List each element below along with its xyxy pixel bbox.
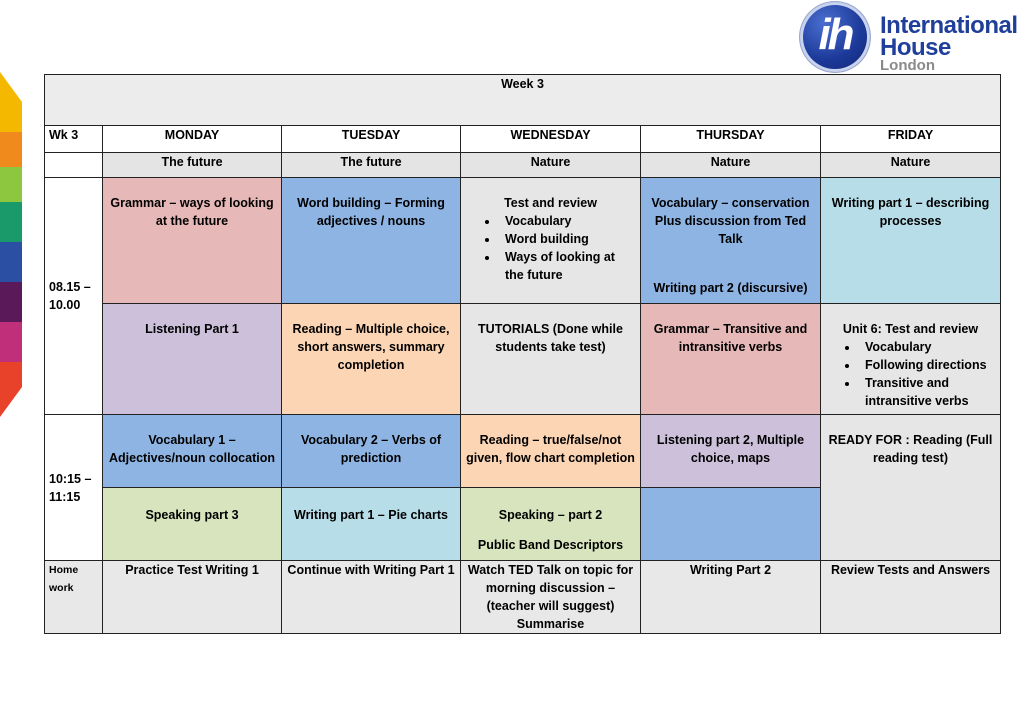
wednesday-test-title: Test and review	[504, 196, 597, 210]
lesson-wednesday-slot1a	[461, 178, 641, 304]
lesson-tuesday-slot2b: Writing part 1 – Pie charts	[282, 488, 461, 561]
lesson-thursday-slot1b: Grammar – Transitive and intransitive verbs	[641, 304, 821, 415]
topic-monday: The future	[103, 153, 282, 178]
day-friday: FRIDAY	[821, 126, 1001, 153]
lesson-wednesday-slot1b: TUTORIALS (Done while students take test)	[461, 304, 641, 415]
logo-emblem-icon: ih	[800, 2, 870, 72]
thursday-writing-note: Writing part 2 (discursive)	[653, 281, 808, 295]
homework-thursday: Writing Part 2	[641, 561, 821, 634]
international-house-logo	[800, 2, 1024, 74]
list-item: • Ways of looking at the future	[499, 248, 636, 284]
logo-text-house: House	[880, 34, 951, 61]
slot1a-row	[45, 178, 1001, 304]
timetable	[44, 74, 1001, 634]
day-tuesday: TUESDAY	[282, 126, 461, 153]
homework-label: Home work	[45, 561, 103, 634]
lesson-monday-slot2a: Vocabulary 1 – Adjectives/noun collocation	[103, 415, 282, 488]
wednesday-band-descriptors-note: Public Band Descriptors	[477, 538, 624, 552]
time-slot-1: 08.15 – 10.00	[45, 178, 103, 415]
lesson-friday-slot2: READY FOR : Reading (Full reading test)	[821, 415, 1001, 561]
topic-row	[45, 153, 1001, 178]
lesson-tuesday-slot1a: Word building – Forming adjectives / nouns	[282, 178, 461, 304]
decorative-color-strip	[0, 72, 28, 417]
lesson-wednesday-slot2b	[461, 488, 641, 561]
topic-tuesday: The future	[282, 153, 461, 178]
wednesday-test-list	[465, 212, 636, 284]
list-item: • Word building	[499, 230, 636, 248]
week-title: Week 3	[45, 75, 1001, 126]
homework-tuesday: Continue with Writing Part 1	[282, 561, 461, 634]
homework-row	[45, 561, 1001, 634]
week-label: Wk 3	[45, 126, 103, 153]
lesson-thursday-slot1a	[641, 178, 821, 304]
lesson-tuesday-slot2a: Vocabulary 2 – Verbs of prediction	[282, 415, 461, 488]
day-header-row	[45, 126, 1001, 153]
wednesday-speaking-text: Speaking – part 2	[498, 508, 603, 522]
lesson-tuesday-slot1b: Reading – Multiple choice, short answers, summary completion	[282, 304, 461, 415]
lesson-monday-slot1b: Listening Part 1	[103, 304, 282, 415]
lesson-thursday-slot2b-empty	[641, 488, 821, 561]
list-item: • Following directions	[859, 356, 996, 374]
lesson-monday-slot1a: Grammar – ways of looking at the future	[103, 178, 282, 304]
list-item: • Vocabulary	[499, 212, 636, 230]
friday-unit-list	[825, 338, 996, 410]
logo-text-london: London	[880, 57, 935, 74]
topic-empty-cell	[45, 153, 103, 178]
list-item: • Transitive and intransitive verbs	[859, 374, 996, 410]
homework-monday: Practice Test Writing 1	[103, 561, 282, 634]
friday-unit-title: Unit 6: Test and review	[842, 322, 979, 336]
day-wednesday: WEDNESDAY	[461, 126, 641, 153]
lesson-friday-slot1b	[821, 304, 1001, 415]
thursday-vocab-text: Vocabulary – conservation Plus discussion from Ted Talk	[651, 196, 810, 246]
homework-wednesday: Watch TED Talk on topic for morning discussion – (teacher will suggest) Summarise	[461, 561, 641, 634]
lesson-friday-slot1a: Writing part 1 – describing processes	[821, 178, 1001, 304]
slot1b-row	[45, 304, 1001, 415]
topic-wednesday: Nature	[461, 153, 641, 178]
lesson-monday-slot2b: Speaking part 3	[103, 488, 282, 561]
list-item: • Vocabulary	[859, 338, 996, 356]
logo-text-international: International	[880, 12, 1018, 39]
topic-thursday: Nature	[641, 153, 821, 178]
lesson-thursday-slot2a: Listening part 2, Multiple choice, maps	[641, 415, 821, 488]
topic-friday: Nature	[821, 153, 1001, 178]
slot2a-row	[45, 415, 1001, 488]
homework-friday: Review Tests and Answers	[821, 561, 1001, 634]
day-monday: MONDAY	[103, 126, 282, 153]
day-thursday: THURSDAY	[641, 126, 821, 153]
lesson-wednesday-slot2a: Reading – true/false/not given, flow chart completion	[461, 415, 641, 488]
week-header-row	[45, 75, 1001, 126]
time-slot-2: 10:15 – 11:15	[45, 415, 103, 561]
